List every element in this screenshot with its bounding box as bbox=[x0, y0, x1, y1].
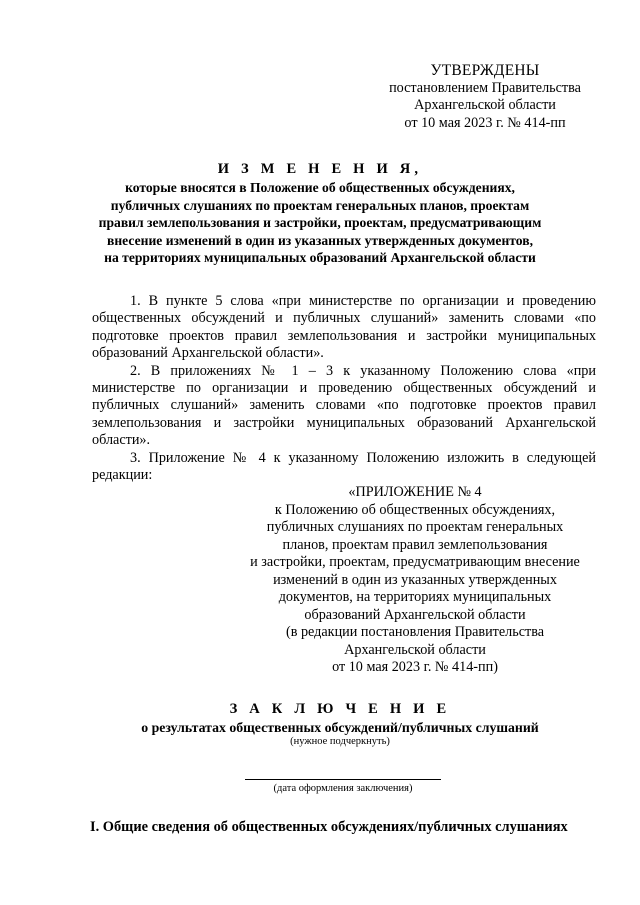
changes-subtitle-line-3: правил землепользования и застройки, проектам, предусматривающим bbox=[98, 215, 542, 230]
appendix-line-2: к Положению об общественных обсуждениях, bbox=[274, 501, 556, 518]
changes-subtitle-line-4: внесение изменений в один из указанных утвержденных документов, bbox=[107, 232, 533, 248]
section-heading: I. Общие сведения об общественных обсуждениях/публичных слушаниях bbox=[90, 819, 568, 835]
underline-note: (нужное подчеркнуть) bbox=[290, 736, 390, 747]
conclusion-title: З А К Л Ю Ч Е Н И Е bbox=[229, 701, 451, 717]
changes-title: И З М Е Н Е Н И Я, bbox=[217, 161, 423, 177]
paragraph-2: 2. В приложениях № 1 – 3 к указанному Положению слова «при министерстве по организации и проведению общественных обсуждений и публичных слушаний» заменить словами «по подготовке проектов правил землепользования и застройки муниципальных образований Архангельской области». bbox=[92, 362, 596, 449]
appendix-line-9: (в редакции постановления Правительства bbox=[285, 624, 545, 640]
changes-subtitle-line-1: которые вносятся в Положение об общественных обсуждениях, bbox=[125, 180, 515, 195]
paragraph-3: 3. Приложение № 4 к указанному Положению изложить в следующей редакции: bbox=[92, 449, 596, 484]
appendix-line-10: Архангельской области bbox=[344, 641, 486, 658]
date-caption: (дата оформления заключения) bbox=[273, 783, 413, 794]
appendix-line-5: и застройки, проектам, предусматривающим внесение bbox=[250, 554, 580, 570]
appendix-line-1: «ПРИЛОЖЕНИЕ № 4 bbox=[348, 484, 482, 500]
appendix-line-8: образований Архангельской области bbox=[304, 606, 526, 623]
paragraph-1: 1. В пункте 5 слова «при министерстве по организации и проведению общественных обсуждений и публичных слушаний» заменить словами «по подготовке проектов правил землепользования и застройки муниципальных образований Архангельской области». bbox=[92, 293, 596, 362]
appendix-line-7: документов, на территориях муниципальных bbox=[278, 589, 552, 605]
approval-line-1: постановлением Правительства bbox=[389, 79, 581, 96]
appendix-line-6: изменений в один из указанных утвержденных bbox=[273, 571, 557, 588]
approval-line-2: Архангельской области bbox=[414, 97, 556, 113]
appendix-line-11: от 10 мая 2023 г. № 414-пп) bbox=[332, 659, 498, 675]
conclusion-subtitle: о результатах общественных обсуждений/публичных слушаний bbox=[141, 720, 539, 735]
approval-block bbox=[370, 62, 600, 132]
date-underline bbox=[245, 779, 441, 780]
approval-title: УТВЕРЖДЕНЫ bbox=[430, 62, 540, 79]
changes-body bbox=[92, 293, 596, 484]
appendix-line-3: публичных слушаниях по проектам генеральных bbox=[266, 519, 564, 535]
changes-subtitle-line-5: на территориях муниципальных образований Архангельской области bbox=[104, 250, 536, 265]
approval-line-3: от 10 мая 2023 г. № 414-пп bbox=[404, 114, 566, 131]
changes-subtitle bbox=[90, 179, 550, 267]
appendix-header bbox=[240, 484, 590, 677]
changes-subtitle-line-2: публичных слушаниях по проектам генеральных планов, проектам bbox=[110, 197, 530, 213]
appendix-line-4: планов, проектам правил землепользования bbox=[282, 536, 548, 553]
